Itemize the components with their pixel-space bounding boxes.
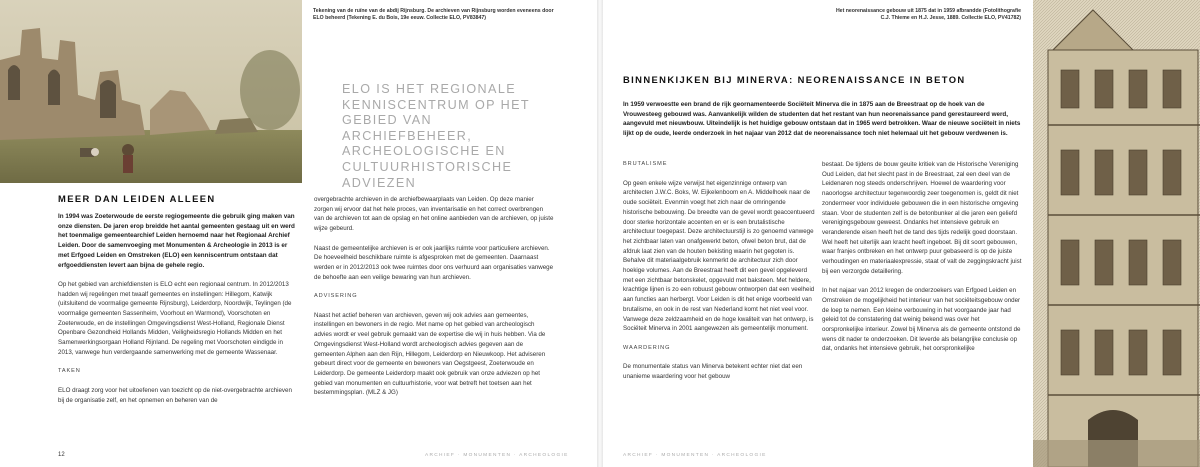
subheading-advisering: ADVISERING <box>314 293 358 299</box>
minerva-building-engraving-image <box>1033 0 1200 467</box>
footer-right: ARCHIEF · MONUMENTEN · ARCHEOLOGIE <box>623 453 767 458</box>
paragraph: In het najaar van 2012 kregen de onderzoekers van Erfgoed Leiden en Omstreken de mogelijkheid het interieur van het sociëteitsgebouw onder de loep te nemen. Een kleine verbouwing in het voorgaande jaar had geleid tot de constatering dat weinig bekend was over het oorspronkelijke interieur. Zowel bij Minerva als de gemeente ontstond de wens dit nader te onderzoeken. Dit leverde als belangrijke conclusie op dat, ondanks het intensieve gebruik, het oorspronkelijke <box>822 287 1021 353</box>
subheading-taken: TAKEN <box>58 368 81 375</box>
lead-paragraph-left: In 1994 was Zoeterwoude de eerste regiogemeente die gebruik ging maken van onze diensten. De jaren erop breidde het aantal gemeenten gestaag uit en werd het toenmalige gemeentearchief Leiden hernoemd naar het Regionaal Archief Leiden. Door de samenvoeging met Monumenten & Archeologie in 2013 is er met Erfgoed Leiden en Omstreken (ELO) een kenniscentrum ontstaan dat erfgoeddiensten levert aan bijna de gehele regio. <box>58 213 295 269</box>
lead-paragraph-right: In 1959 verwoestte een brand de rijk geornamenteerde Sociëteit Minerva die in 1875 aan de Breestraat op de hoek van de Vrouwesteeg gebouwd was. Aanvankelijk wilden de studenten dat het restant van hun neorenaissance pand gerestaureerd werd, aangevuld met nieuwbouw. Uiteindelijk is het huidige gebouw ontstaan dat in 1965 werd betrokken. Waar de nieuwe sociëteit in niets lijkt op de oude, leerde onderzoek in het najaar van 2012 dat de neorenaissance toch niet helemaal uit het gebouw verdwenen is. <box>623 101 1021 138</box>
footer-left: ARCHIEF · MONUMENTEN · ARCHEOLOGIE <box>425 453 569 458</box>
paragraph: Naast de gemeentelijke archieven is er ook jaarlijks ruimte voor particuliere archieven. De hoeveelheid beschikbare ruimte is afgesproken met de gemeenten. Daarnaast werden er in 2012/2013 ook twee ruimtes door ons verhuurd aan organisaties vanwege de behoefte aan een veilige bewaring van hun archieven. <box>314 244 554 281</box>
paragraph: Op geen enkele wijze verwijst het eigenzinnige ontwerp van architecten J.W.C. Boks, W. Eijkelenboom en A. Middelhoek naar de oude sociëteit. Evenmin voegt het zich naar de omringende historische bebouwing. De breedte van de gevel wordt geaccentueerd door sterke horizontale accenten en er is een brutalistische architectuur toegepast. Deze architectuurstijl is zo genoemd vanwege het zichtbaar laten van onafgewerkt beton, ofwel beton brut, dat de afdruk laat zien van de houten bekisting waarin het gegoten is. Behalve dit materiaalgebruik kenmerkt de architectuur zich door hoekige volumes. Aan de Breestraat heeft dit een gevel opgeleverd met een zichtbaar betonskelet, opgevuld met baksteen. Met heldere, krachtige lijnen is zo een robuust gebouw ontworpen dat een veelheid aan functies aan herbergt. Voor Leiden is dit het enige voorbeeld van brutalisme, en ook in de rest van Nederland komt het niet veel voor. Vanwege deze zeldzaamheid en de hoge kwaliteit van het ontwerp, is Sociëteit Minerva in 2001 aangewezen als gemeentelijk monument. <box>623 179 815 333</box>
section-heading-right: BINNENKIJKEN BIJ MINERVA: NEORENAISSANCE IN BETON <box>623 74 966 85</box>
subheading-waardering: WAARDERING <box>623 344 671 351</box>
paragraph: De monumentale status van Minerva betekent echter niet dat een unanieme waardering voor het gebouw <box>623 363 803 381</box>
right-column-1 <box>623 160 815 391</box>
left-column-1 <box>58 212 298 415</box>
paragraph: Op het gebied van archiefdiensten is ELO echt een regionaal centrum. In 2012/2013 hadden wij regelingen met twaalf gemeentes en instellingen: Hillegom, Katwijk (uitsluitend de voormalige gemeente Rijnsburg), Leiderdorp, Noordwijk, Teylingen (de voormalige gemeenten Sassenheim, Voorhout en Warmond), Voorschoten en Zoeterwoude, en de instellingen Omgevingsdienst West-Holland, Regionale Dienst Openbare Gezondheid Hollands Midden, Veiligheidsregio Hollands Midden en het Samenwerkingsorgaan Holland Rijnland. De regeling met Voorschoten eindigde in 2013, vanwege hun verdergaande samenwerking met de gemeente Wassenaar. <box>58 280 292 356</box>
subheading-brutalisme: BRUTALISME <box>623 161 668 167</box>
ruin-drawing-image <box>0 0 302 183</box>
pull-quote: ELO IS HET REGIONALE KENNISCENTRUM OP HET GEBIED VAN ARCHIEFBEHEER, ARCHEOLOGISCHE EN CULTUURHISTORISCHE ADVIEZEN <box>342 82 530 190</box>
left-column-2 <box>314 195 554 408</box>
ruin-caption: Tekening van de ruïne van de abdij Rijnsburg. De archieven van Rijnsburg worden eveneens door ELO beheerd (Tekening E. du Bois, 19e eeuw. Collectie ELO, PV83847) <box>313 8 554 22</box>
paragraph: bestaat. De tijdens de bouw geuite kritiek van de Historische Vereniging Oud Leiden, dat het slecht past in de Breestraat, zal een deel van de Leidenaren nog steeds onderschrijven. Hoewel de waardering voor naoorlogse architectuur tegenwoordig zeer toegenomen is, geldt dit niet zondermeer voor individuele gebouwen die in een historische omgeving staan. Voor de studenten zelf is de betonbunker al die jaren een geliefd verenigingsgebouw geweest. Ondanks het intensieve gebruik en veranderende eisen heeft het de tand des tijds redelijk goed doorstaan. Wel heeft het uiterlijk aan kracht heeft ingeboet. Bij dit soort gebouwen, waar franjes ontbreken en het ontwerp puur gebaseerd is op de juiste verhoudingen en materiaalexpressie, staat of valt de zeggingskracht juist bij een verzorgde detaillering. <box>822 161 1022 275</box>
paragraph: ELO draagt zorg voor het uitoefenen van toezicht op de niet-overgebrachte archieven bij de organisatie zelf, en het opnemen en beheren van de <box>58 386 292 404</box>
right-column-2 <box>822 160 1022 364</box>
building-caption: Het neorenaissance gebouw uit 1875 dat in 1959 afbrandde (Fotolithografie C.J. Thieme en H.J. Jesse, 1889. Collectie ELO, PV41782) <box>835 8 1021 22</box>
page-number: 12 <box>58 452 65 458</box>
body-text <box>58 280 298 405</box>
section-heading-left: MEER DAN LEIDEN ALLEEN <box>58 193 216 204</box>
paragraph: Naast het actief beheren van archieven, geven wij ook advies aan gemeentes, instellingen en bewoners in de regio. Met name op het gebied van archeologisch advies wordt er veel gebruik gemaakt van de expertise die wij in huis hebben. Via de Omgevingsdienst West-Holland wordt archeologisch advies gegeven aan de gemeenten Alphen aan den Rijn, Hillegom, Leiderdorp en Nieuwkoop. Het adviseren gebeurt direct voor de gemeente en bewoners van Oegstgeest, Zoeterwoude en Leiderdorp. De gemeente Leiderdorp maakt ook gebruik van onze adviezen op het gebied van monumenten en cultuurhistorie, voor wat betreft het toetsen aan het bestemmingsplan. (MLZ & JG) <box>314 311 546 397</box>
paragraph: overgebrachte archieven in de archiefbewaarplaats van Leiden. Op deze manier zorgen wij ervoor dat het hele proces, van inventarisatie en het correct overbrengen van de archieven tot aan de opslag en het online aanbieden van de archieven, op juiste wijze gebeurd. <box>314 196 554 233</box>
